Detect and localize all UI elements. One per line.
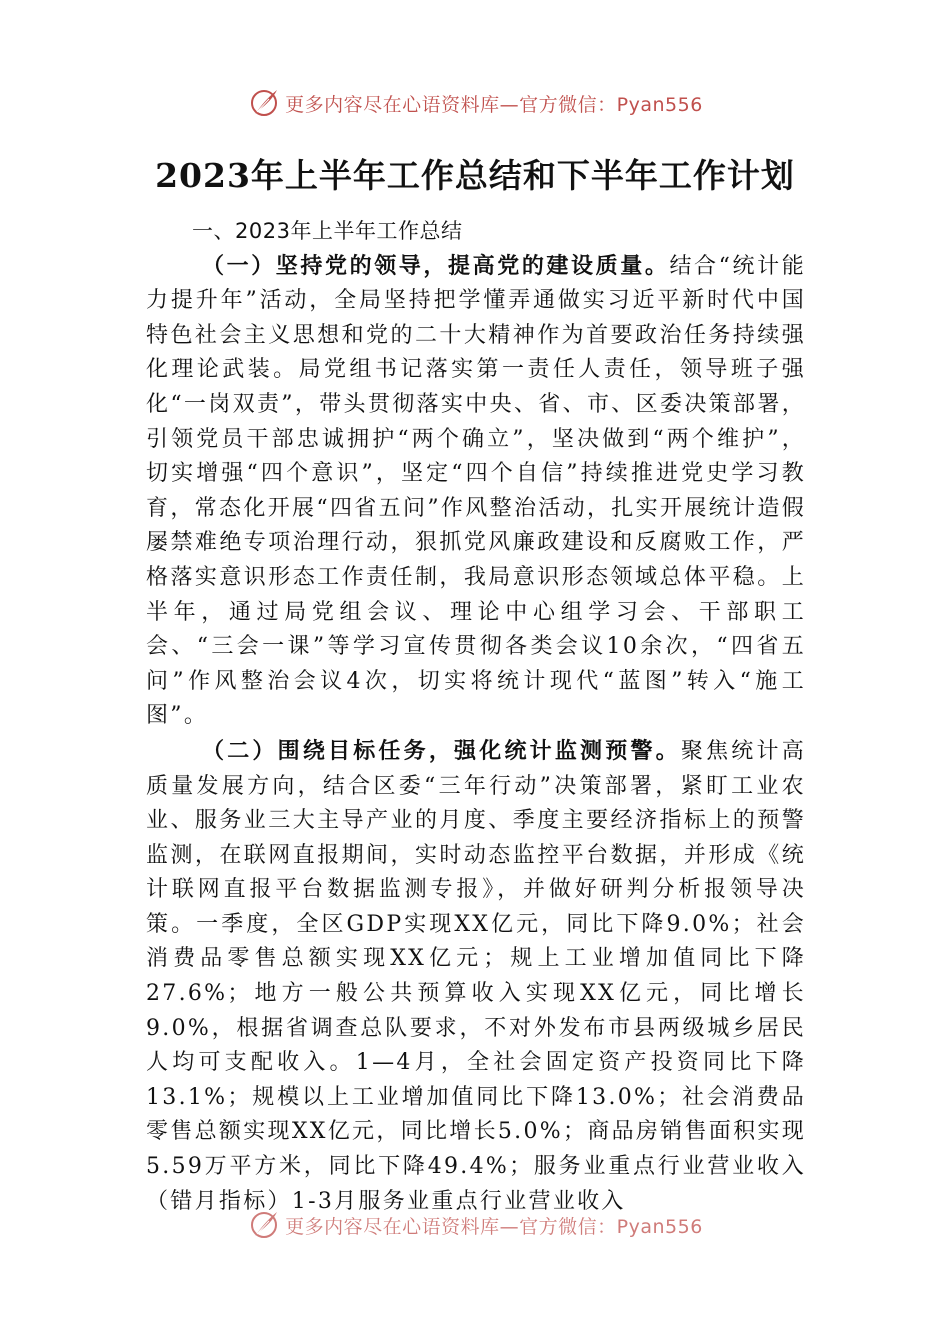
paragraph-1-body: 结合“统计能力提升年”活动，全局坚持把学懂弄通做实习近平新时代中国特色社会主义思想和党的二十大精神作为首要政治任务持续强化理论武装。局党组书记落实第一责任人责任，领导班子强化“一岗双责”，带头贯彻落实中央、省、市、区委决策部署，引领党员干部忠诚拥护“两个确立”，坚决做到“两个维护”，切实增强“四个意识”，坚定“四个自信”持续推进党史学习教育，常态化开展“四省五问”作风整治活动，扎实开展统计造假屡禁难绝专项治理行动，狠抓党风廉政建设和反腐败工作，严格落实意识形态工作责任制，我局意识形态领域总体平稳。上半年，通过局党组会议、理论中心组学习会、干部职工会、“三会一课”等学习宣传贯彻各类会议10余次，“四省五问”作风整治会议4次，切实将统计现代“蓝图”转入“施工图”。 <box>146 253 806 729</box>
paragraph-2-body: 聚焦统计高质量发展方向，结合区委“三年行动”决策部署，紧盯工业农业、服务业三大主导产业的月度、季度主要经济指标上的预警监测，在联网直报期间，实时动态监控平台数据，并形成《统计联网直报平台数据监测专报》，并做好研判分析报领导决策。一季度，全区GDP实现XX亿元，同比下降9.0%；社会消费品零售总额实现XX亿元；规上工业增加值同比下降27.6%；地方一般公共预算收入实现XX亿元，同比增长9.0%，根据省调查总队要求，不对外发布市县两级城乡居民人均可支配收入。1—4月，全社会固定资产投资同比下降13.1%；规模以上工业增加值同比下降13.0%；社会消费品零售总额实现XX亿元，同比增长5.0%；商品房销售面积实现5.59万平方米，同比下降49.4%；服务业重点行业营业收入（错月指标）1-3月服务业重点行业营业收入 <box>146 738 806 1214</box>
feather-quill-logo-icon <box>247 86 281 120</box>
section-heading: 一、2023年上半年工作总结 <box>192 219 463 243</box>
watermark-text: 更多内容尽在心语资料库—官方微信：Pyan556 <box>285 93 703 116</box>
watermark-footer <box>0 1208 950 1242</box>
document-body <box>146 214 806 1219</box>
paragraph-1 <box>146 249 806 734</box>
paragraph-2 <box>146 734 806 1219</box>
watermark-text: 更多内容尽在心语资料库—官方微信：Pyan556 <box>285 1215 703 1238</box>
paragraph-2-lead: （二）围绕目标任务，强化统计监测预警。 <box>202 737 681 764</box>
paragraph-1-lead: （一）坚持党的领导，提高党的建设质量。 <box>202 252 670 279</box>
page-title: 2023年上半年工作总结和下半年工作计划 <box>155 156 795 195</box>
watermark-header <box>0 86 950 120</box>
feather-quill-logo-icon <box>247 1208 281 1242</box>
